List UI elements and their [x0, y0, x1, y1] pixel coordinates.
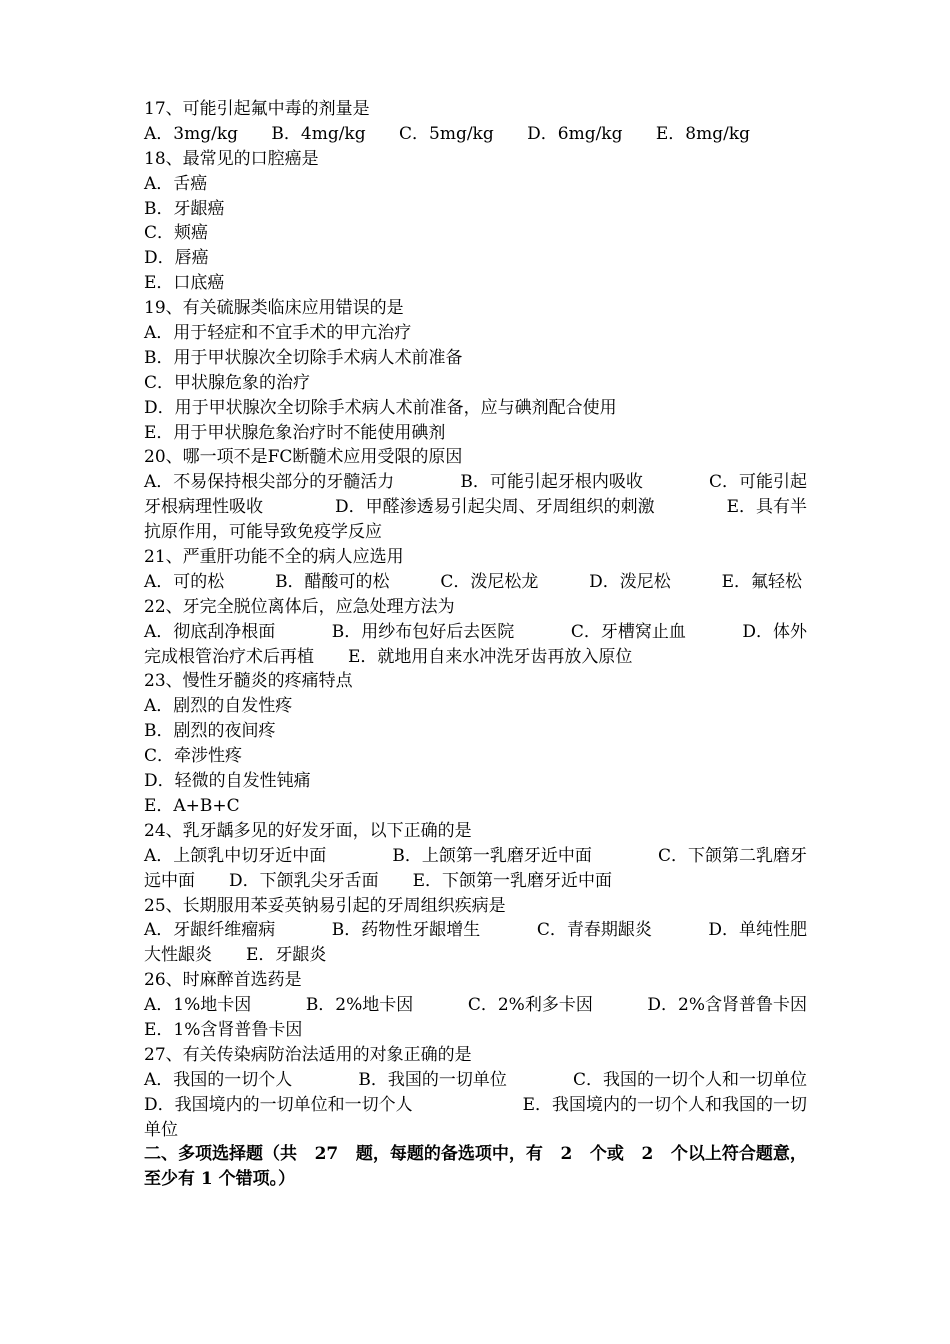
section-2-part-5: 个或: [589, 1144, 624, 1165]
section-2-part-2: 27: [314, 1144, 339, 1165]
q19-option-d: D．用于甲状腺次全切除手术病人术前准备，应与碘剂配合使用: [144, 397, 617, 418]
q21-option-d: D．泼尼松: [589, 571, 671, 592]
q24-option-c-start: C．下颌第二乳磨牙: [657, 845, 807, 866]
q17-option-c: C．5mg/kg: [399, 123, 494, 144]
q18-option-a: A．舌癌: [144, 173, 208, 194]
q25-options-line-1: [144, 918, 807, 943]
q22-option-d-start: D．体外: [742, 621, 807, 642]
question-20-stem: 20、哪一项不是FC断髓术应用受限的原因: [144, 447, 463, 468]
q27-option-a: A．我国的一切个人: [144, 1069, 293, 1090]
q22-options-line-1: [144, 620, 807, 645]
q23-option-e: E．A+B+C: [144, 795, 240, 816]
q19-option-b: B．用于甲状腺次全切除手术病人术前准备: [144, 347, 463, 368]
q26-option-c: C．2%利多卡因: [467, 995, 593, 1016]
q18-option-e: E．口底癌: [144, 273, 225, 294]
q24-options-line-1: [144, 844, 807, 869]
q27-options-line-1: [144, 1068, 807, 1093]
q24-option-b: B．上颌第一乳磨牙近中面: [392, 845, 592, 866]
q24-option-a: A．上颌乳中切牙近中面: [144, 845, 327, 866]
q26-option-a: A．1%地卡因: [144, 995, 252, 1016]
q26-option-e: E．1%含肾普鲁卡因: [144, 1019, 303, 1040]
exam-content: [144, 97, 807, 1192]
q25-option-c: C．青春期龈炎: [536, 920, 652, 941]
q20-option-d: D．甲醛渗透易引起尖周、牙周组织的刺激: [334, 497, 655, 518]
question-25-stem: 25、长期服用苯妥英钠易引起的牙周组织疾病是: [144, 895, 506, 916]
q26-options-line-1: [144, 993, 807, 1018]
section-2-heading-line-2: 至少有 1 个错项。）: [144, 1169, 296, 1190]
q20-option-c-start: C．可能引起: [708, 472, 807, 493]
q23-option-b: B．剧烈的夜间疼: [144, 721, 276, 742]
section-2-part-6: 2: [641, 1144, 654, 1165]
section-2-part-7: 个以上符合题意，: [670, 1144, 807, 1165]
q20-option-b: B．可能引起牙根内吸收: [460, 472, 643, 493]
question-26-stem: 26、时麻醉首选药是: [144, 970, 302, 991]
question-27-stem: 27、有关传染病防治法适用的对象正确的是: [144, 1044, 472, 1065]
q25-options-line-2: 大性龈炎 E．牙龈炎: [144, 945, 327, 966]
q18-option-c: C．颊癌: [144, 223, 209, 244]
q25-option-d-start: D．单纯性肥: [708, 920, 807, 941]
question-24-stem: 24、乳牙龋多见的好发牙面，以下正确的是: [144, 820, 472, 841]
q19-option-c: C．甲状腺危象的治疗: [144, 372, 311, 393]
question-18-stem: 18、最常见的口腔癌是: [144, 148, 319, 169]
q20-option-a: A．不易保持根尖部分的牙髓活力: [144, 472, 395, 493]
q20-options-line-1: [144, 470, 807, 495]
q23-option-a: A．剧烈的自发性疼: [144, 696, 293, 717]
q21-options: [144, 570, 802, 595]
q25-option-a: A．牙龈纤维瘤病: [144, 920, 276, 941]
q24-options-line-2: 远中面 D．下颌乳尖牙舌面 E．下颌第一乳磨牙近中面: [144, 870, 613, 891]
q27-options-line-3: 单位: [144, 1119, 178, 1140]
q21-option-b: B．醋酸可的松: [275, 571, 390, 592]
section-2-part-3: 题，每题的备选项中，有: [355, 1144, 543, 1165]
q19-option-e: E．用于甲状腺危象治疗时不能使用碘剂: [144, 422, 446, 443]
section-2-heading-line-1: [144, 1142, 807, 1167]
q20-option-e-start: E．具有半: [726, 497, 807, 518]
q23-option-c: C．牵涉性疼: [144, 746, 243, 767]
section-2-part-1: 二、多项选择题（共: [144, 1144, 297, 1165]
q17-option-d: D．6mg/kg: [527, 123, 623, 144]
q20-options-line-3: 抗原作用，可能导致免疫学反应: [144, 522, 382, 543]
q26-option-b: B．2%地卡因: [305, 995, 414, 1016]
q18-option-b: B．牙龈癌: [144, 198, 225, 219]
q27-option-e-start: E．我国境内的一切个人和我国的一切: [522, 1094, 807, 1115]
section-2-part-4: 2: [560, 1144, 573, 1165]
q22-options-line-2: 完成根管治疗术后再植 E．就地用自来水冲洗牙齿再放入原位: [144, 646, 633, 667]
q18-option-d: D．唇癌: [144, 248, 209, 269]
q25-option-b: B．药物性牙龈增生: [331, 920, 481, 941]
q22-option-c: C．牙槽窝止血: [570, 621, 686, 642]
q17-option-a: A．3mg/kg: [144, 123, 239, 144]
q17-option-e: E．8mg/kg: [655, 123, 750, 144]
q27-option-c: C．我国的一切个人和一切单位: [572, 1069, 807, 1090]
q20-options-line-2: [144, 495, 807, 520]
q21-option-e: E．氟轻松: [721, 571, 802, 592]
q21-option-c: C．泼尼松龙: [440, 571, 539, 592]
question-22-stem: 22、牙完全脱位离体后，应急处理方法为: [144, 596, 455, 617]
question-19-stem: 19、有关硫脲类临床应用错误的是: [144, 298, 404, 319]
q20-option-c-end: 牙根病理性吸收: [144, 497, 263, 518]
q19-option-a: A．用于轻症和不宜手术的甲亢治疗: [144, 323, 412, 344]
q17-option-b: B．4mg/kg: [271, 123, 366, 144]
question-17-options: [144, 122, 750, 147]
q27-option-d: D．我国境内的一切单位和一切个人: [144, 1094, 413, 1115]
q22-option-b: B．用纱布包好后去医院: [331, 621, 515, 642]
q22-option-a: A．彻底刮净根面: [144, 621, 276, 642]
q21-option-a: A．可的松: [144, 571, 225, 592]
q23-option-d: D．轻微的自发性钝痛: [144, 771, 311, 792]
question-17-stem: 17、可能引起氟中毒的剂量是: [144, 99, 370, 119]
q27-option-b: B．我国的一切单位: [358, 1069, 507, 1090]
q27-options-line-2: [144, 1093, 807, 1118]
q26-option-d: D．2%含肾普鲁卡因: [647, 995, 807, 1016]
question-23-stem: 23、慢性牙髓炎的疼痛特点: [144, 671, 353, 692]
question-21-stem: 21、严重肝功能不全的病人应选用: [144, 547, 404, 568]
